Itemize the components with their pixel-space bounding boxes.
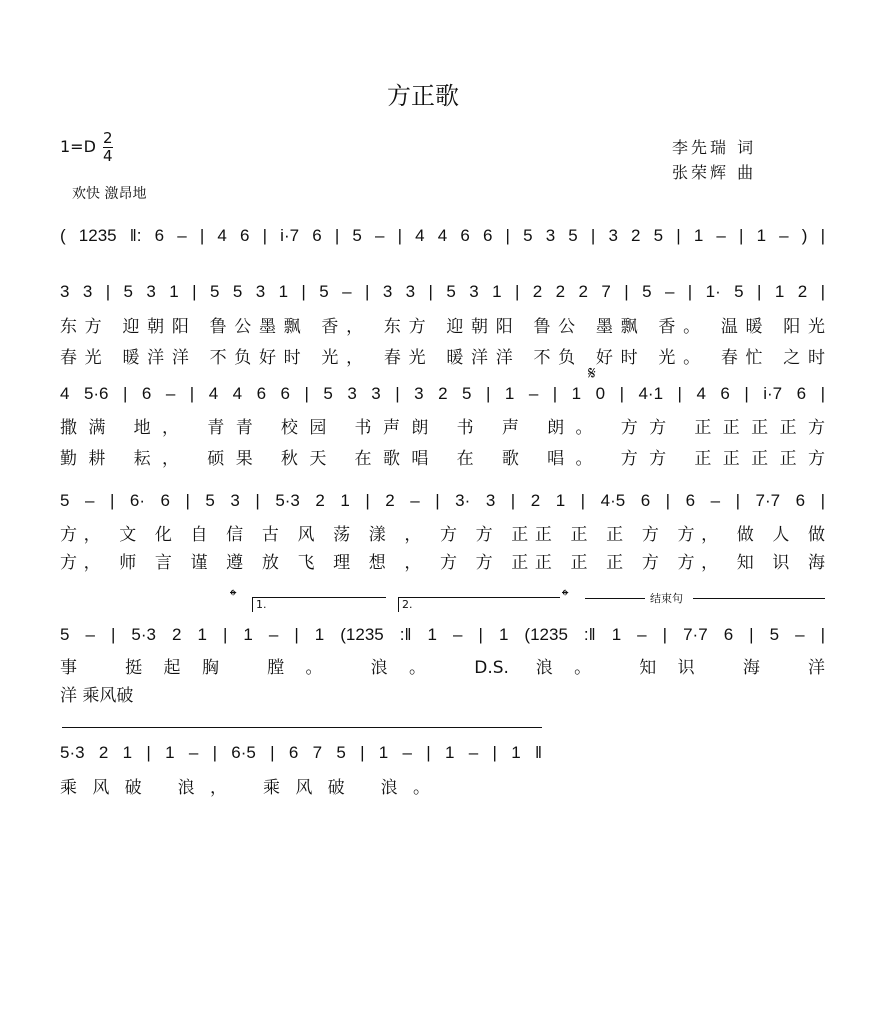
lyrics-row-2-verse-2: 春光 暖洋洋 不负好时 光， 春光 暖洋洋 不负 好时 光。 春忙 之时 xyxy=(60,348,825,368)
key: 1=D xyxy=(60,137,96,156)
ending-bracket-line xyxy=(62,727,542,728)
lyrics-row-4-verse-2: 方， 师 言 谨 遵 放 飞 理 想 ， 方 方 正正 正 正 方 方， 知 识 海 xyxy=(60,553,825,573)
ending-label: 结束句 xyxy=(650,592,683,605)
lyrics-row-2-verse-1: 东方 迎朝阳 鲁公墨飘 香， 东方 迎朝阳 鲁公 墨飘 香。 温暖 阳光 xyxy=(60,317,825,337)
notes-row-2: 3 3 | 5 3 1 | 5 5 3 1 | 5 – | 3 3 | 5 3 1 | 2 2 2 7 | 5 – | 1· 5 | 1 2 | xyxy=(60,282,825,301)
lyricist: 李先瑞 词 xyxy=(672,138,757,157)
notes-row-1: ( 1235 ‖: 6 – | 4 6 | i·7 6 | 5 – | 4 4 6 6 | 5 3 5 | 3 2 5 | 1 – | 1 – ) | xyxy=(60,226,825,245)
key-signature xyxy=(60,130,113,165)
notes-row-3: 4 5·6 | 6 – | 4 4 6 6 | 5 3 3 | 3 2 5 | 1 – | 1 0 | 4·1 | 4 6 | i·7 6 | xyxy=(60,384,825,403)
lyrics-row-5-verse-1: 事 挺起胸 膛。 浪。 D.S. 浪。 知识 海 洋 xyxy=(60,658,825,678)
segno-icon: 𝄋 xyxy=(588,363,596,384)
notes-row-4: 5 – | 6· 6 | 5 3 | 5·3 2 1 | 2 – | 3· 3 | 2 1 | 4·5 6 | 6 – | 7·7 6 | xyxy=(60,491,825,510)
lyrics-row-3-verse-1: 撒满 地， 青青 校园 书声朗 书 声 朗。 方方 正正正正方 xyxy=(60,418,825,438)
lyrics-row-3-verse-2: 勤耕 耘， 硕果 秋天 在歌唱 在 歌 唱。 方方 正正正正方 xyxy=(60,449,825,469)
volta-1: 1. xyxy=(252,597,386,612)
lyrics-row-5-verse-2: 洋 乘风破 xyxy=(60,686,134,706)
song-title: 方正歌 xyxy=(387,82,459,110)
ending-line-right xyxy=(693,598,825,599)
tempo-marking: 欢快 激昂地 xyxy=(72,186,147,202)
coda-icon-2: 𝄌 xyxy=(562,586,569,607)
composer: 张荣辉 曲 xyxy=(672,163,757,182)
ending-line-left xyxy=(585,598,645,599)
coda-icon: 𝄌 xyxy=(230,586,237,607)
notes-row-5: 5 – | 5·3 2 1 | 1 – | 1 (1235 :‖ 1 – | 1 (1235 :‖ 1 – | 7·7 6 | 5 – | xyxy=(60,625,825,644)
lyrics-row-4-verse-1: 方， 文 化 自 信 古 风 荡 漾 ， 方 方 正正 正 正 方 方， 做 人 做 xyxy=(60,525,825,545)
lyrics-row-6: 乘风破 浪， 乘风破 浪。 xyxy=(60,778,430,798)
notes-row-6: 5·3 2 1 | 1 – | 6·5 | 6 7 5 | 1 – | 1 – | 1 ‖ xyxy=(60,743,542,762)
volta-2: 2. xyxy=(398,597,560,612)
time-signature: $\frac{2}{4}$ xyxy=(103,129,113,165)
